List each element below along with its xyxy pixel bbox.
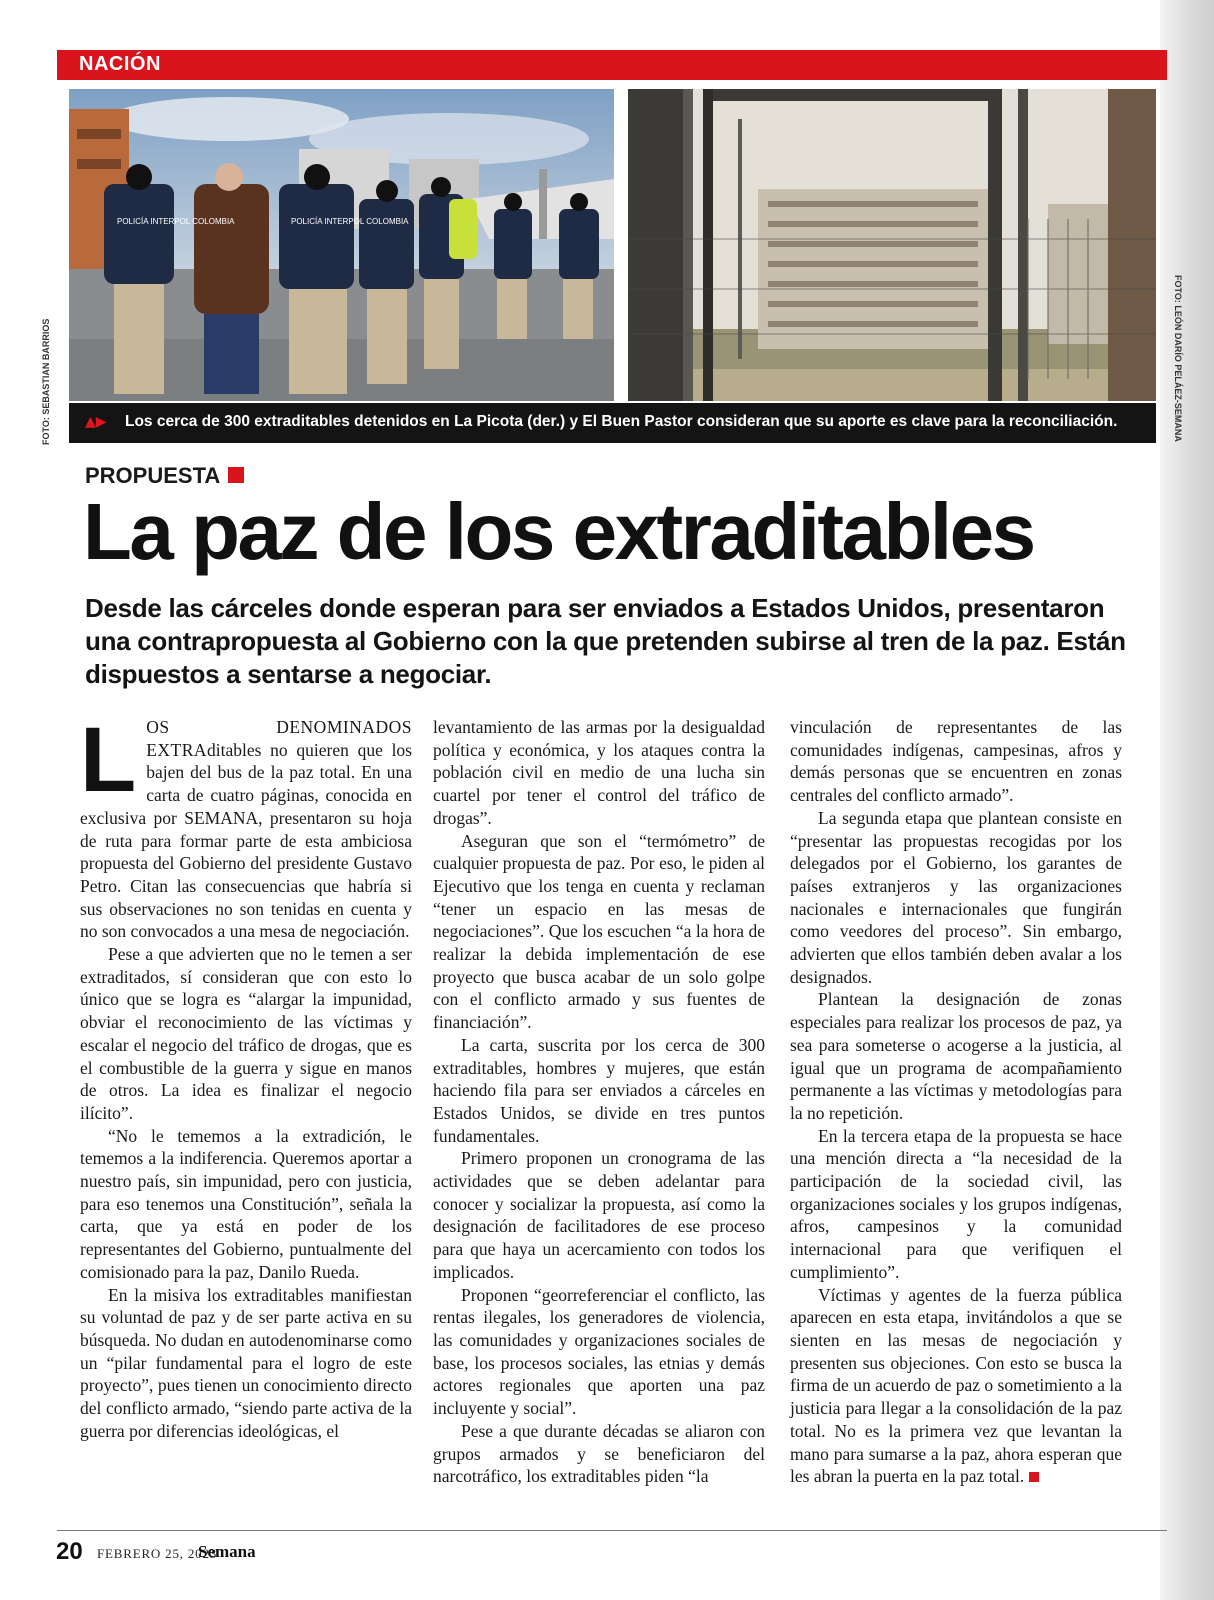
article-column-3 [790, 716, 1122, 1488]
paragraph: Plantean la designación de zonas especiales para realizar los procesos de paz, ya sea para someterse o acogerse a la justicia, al igual que un programa de acompañamiento permanente a las víctimas y metodologías para la no repetición. [790, 989, 1122, 1123]
photo-credit-right: FOTO: LEÓN DARÍO PELÁEZ-SEMANA [1173, 275, 1183, 442]
article-column-2 [433, 716, 765, 1488]
photo-credit-left: FOTO: SEBASTIAN BARRIOS [41, 318, 51, 445]
paragraph: La segunda etapa que plantean consiste en “presentar las propuestas recogidas por los delegados por el Gobierno, los garantes de países extranjeros y las organizaciones nacionales e internacionales que fungirán como veedores del proceso”. Sin embargo, advierten que ellos también deben avalar a los designados. [790, 807, 1122, 987]
paragraph: Pese a que advierten que no le temen a ser extraditados, sí consideran que con esto lo único que se logra es “alargar la impunidad, obviar el reconocimiento de las víctimas y escalar el negocio del tráfico de drogas, que es el combustible de la guerra y sigue en manos de otros. La idea es finalizar el negocio ilícito”. [80, 944, 412, 1123]
page-gutter-shadow [1160, 0, 1214, 1600]
paragraph: Aseguran que son el “termómetro” de cualquier propuesta de paz. Por eso, le piden al Ejecutivo que los tenga en cuenta y reclaman “tener un espacio en las mesas de negociaciones”. Que los escuchen “a la hora de realizar la debida implementación de ese proyecto que busca acabar de un solo golpe con el conflicto armado y sus fuentes de financiación”. [433, 830, 765, 1033]
photo-prison-gate [628, 89, 1156, 401]
article-column-1 [80, 709, 412, 1443]
photo-police-escort [69, 89, 614, 401]
final-paragraph [790, 1284, 1122, 1488]
magazine-brand: Semana [198, 1542, 256, 1561]
final-paragraph-text: Víctimas y agentes de la fuerza pública aparecen en esta etapa, invitándolos a que se sienten en las mesas de negociación y presenten sus objeciones. Con esto se busca la firma de un acuerdo de paz o sometimiento a la justicia para llegar a la consolidación de la paz total. No es la primera vez que levantan la mano para sumarse a la paz, ahora esperan que les abran la puerta en la paz total. [790, 1284, 1122, 1487]
deck: Desde las cárceles donde esperan para ser enviados a Estados Unidos, presentaron una contrapropuesta al Gobierno con la que pretenden subirse al tren de la paz. Están dispuestos a sentarse a negociar. [85, 593, 1126, 689]
lead-paragraph [80, 709, 412, 943]
section-label: NACIÓN [79, 53, 161, 75]
paragraph: Proponen “georreferenciar el conflicto, las rentas ilegales, los generadores de violencia, las comunidades y organizaciones sociales de base, los procesos sociales, las etnias y demás actores regionales que aporten una paz incluyente y social”. [433, 1284, 765, 1419]
kicker-square-icon [228, 467, 244, 483]
paragraph: En la misiva los extraditables manifiestan su voluntad de paz y de ser parte activa en su búsqueda. No dudan en autodenominarse como un “pilar fundamental para el logro de este proyecto”, pues tienen un conocimiento directo del conflicto armado, “siendo parte activa de la guerra por diferencias ideológicas, el [80, 1284, 412, 1441]
lead-caps: OS DENOMINADOS EXTRA [146, 717, 412, 760]
lead-text: ditables no quieren que los bajen del bus de la paz total. En una carta de cuatro páginas, conocida en exclusiva por SEMANA, presentaron su hoja de ruta para formar parte de esta ambiciosa propuesta del Gobierno del presidente Gustavo Petro. Citan las consecuencias que habría si sus observaciones no son tenidas en cuenta y no son convocados a una mesa de negociación. [80, 739, 412, 942]
issue-date: FEBRERO 25, 2023 [97, 1546, 218, 1561]
vest-text-1: POLICÍA INTERPOL COLOMBIA [117, 217, 235, 226]
section-bar [57, 50, 1167, 80]
paragraph-continued: levantamiento de las armas por la desigualdad política y económica, y los ataques contra la población civil en medio de una lucha sin cuartel por tener el control del tráfico de drogas”. [433, 717, 765, 828]
footer-rule [57, 1530, 1167, 1531]
kicker-label: PROPUESTA [85, 463, 221, 488]
caption-arrows-icon: ▲▶ [85, 414, 107, 430]
paragraph: “No le tememos a la extradición, le tememos a la indiferencia. Queremos aportar a nuestro país, sin impunidad, pero con justicia, para eso tenemos una Constitución”, señala la carta, que ya está en poder de los representantes del Gobierno, puntualmente del comisionado para la paz, Danilo Rueda. [80, 1125, 412, 1282]
photo-caption [69, 403, 1156, 443]
page-number: 20 [56, 1538, 83, 1565]
headline: La paz de los extraditables [83, 487, 1034, 576]
dropcap: L [80, 709, 137, 811]
paragraph: En la tercera etapa de la propuesta se hace una mención directa a “la necesidad de la participación de la sociedad civil, las organizaciones sociales y los grupos indígenas, afros, campesinos y la comunidad internacional para que verifiquen el cumplimiento”. [790, 1125, 1122, 1282]
caption-text: Los cerca de 300 extraditables detenidos en La Picota (der.) y El Buen Pastor consideran que su aporte es clave para la reconciliación. [125, 413, 1118, 430]
vest-text-2: POLICÍA INTERPOL COLOMBIA [291, 217, 409, 226]
paragraph-continued: vinculación de representantes de las comunidades indígenas, campesinas, afros y demás personas que se encuentren en zonas centrales del conflicto armado”. [790, 717, 1122, 806]
paragraph: Primero proponen un cronograma de las actividades que se deben adelantar para conocer y socializar la propuesta, así como la designación de facilitadores de ese proceso para que haya un acercamiento con todos los implicados. [433, 1148, 765, 1282]
paragraph: Pese a que durante décadas se aliaron con grupos armados y se beneficiaron del narcotráfico, los extraditables piden “la [433, 1420, 765, 1487]
end-mark-icon [1029, 1472, 1039, 1482]
paragraph: La carta, suscrita por los cerca de 300 extraditables, hombres y mujeres, que están haciendo fila para ser enviados a cárceles en Estados Unidos, se divide en tres puntos fundamentales. [433, 1034, 765, 1146]
kicker [85, 463, 244, 489]
